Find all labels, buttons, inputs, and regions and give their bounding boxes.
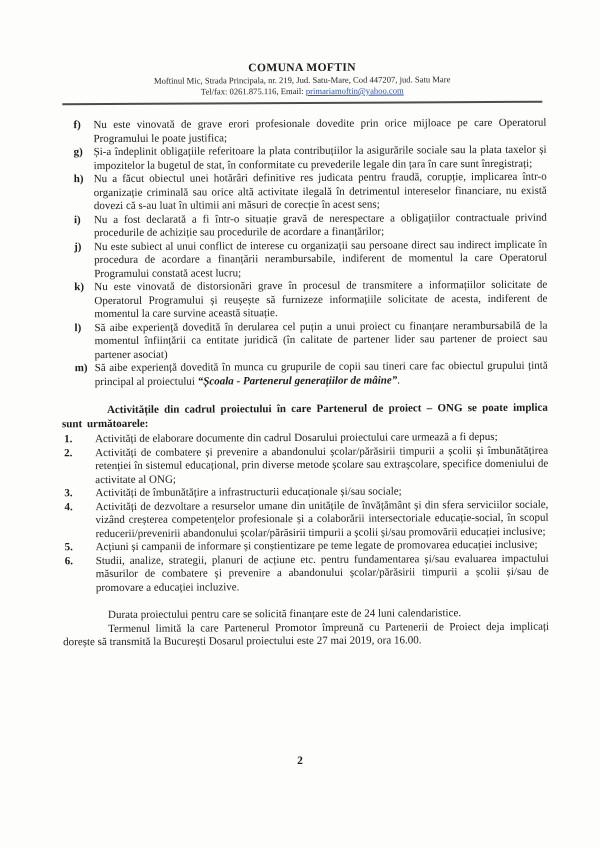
item-marker: 5. <box>64 541 73 554</box>
contact-prefix: Tel/fax: 0261.875.116, Email: <box>200 85 306 97</box>
item-text: Studii, analize, strategii, planuri de acțiune etc. pentru fundamentarea și/sau evaluarea impactului măsurilor de combatere și prevenire a abandonului școlar/părăsirii timpurii a școlii și/sau de promovare a educației incluzive. <box>95 552 549 594</box>
list-item-g <box>61 144 547 174</box>
item-marker: 3. <box>64 487 73 500</box>
item-text: Nu este subiect al unui conflict de interese cu organizații sau persoane direct sau indirect implicate în procedura de acordare a finanțării nerambursabile, indiferent de momentul la care Operatorul Programului constată acest lucru; <box>94 238 548 280</box>
item-text: Nu este vinovată de grave erori profesionale dovedite prin orice mijloace pe care Operatorul Programului le poate justifica; <box>93 116 547 145</box>
item-text <box>95 360 548 389</box>
email-link[interactable]: primariamoftin@yahoo.com <box>305 85 404 96</box>
list-item-m <box>62 360 548 390</box>
item-text: Activități de dezvoltare a resurselor umane din unitățile de învățământ și din sfera serviciilor sociale, vizând creșterea competențelor profesionale și a colaborării intersectoriale educație-social, în scopul reducerii/prevenirii abandonului școlar/părăsirii timpurii a școlii și/sau promovării educației inclusive; <box>95 498 549 540</box>
item-text: Activități de elaborare documente din cadrul Dosarului proiectului care urmează a fi depus; <box>95 430 498 446</box>
org-title: COMUNA MOFTIN <box>248 61 357 75</box>
list-item-f <box>60 117 546 147</box>
eligibility-list <box>60 117 547 390</box>
item-marker: 4. <box>64 500 73 513</box>
item-marker: 1. <box>64 433 73 446</box>
item-text-after: . <box>397 373 401 386</box>
activities-list <box>62 431 549 596</box>
item-marker: g) <box>73 146 83 159</box>
item-text: Nu a făcut obiectul unei hotărâri definitive res judicata pentru fraudă, corupție, implicarea într-o organizație criminală sau orice altă activitate ilegală în detrimentul intereselor financiare, nu există dovezi că s-au luat în ultimii ani măsuri de corecție în acest sens; <box>93 170 547 213</box>
page-number: 2 <box>297 754 303 767</box>
item-marker: i) <box>73 213 81 226</box>
closing-paragraph-duration: Durata proiectului pentru care se solicită finanțare este de 24 luni calendaristice. <box>107 607 462 622</box>
org-address: Moftinul Mic, Strada Principala, nr. 219, Jud. Satu-Mare, Cod 447207, jud. Satu Mare <box>153 74 451 86</box>
letterhead <box>62 61 542 106</box>
item-text: Activități de îmbunătățire a infrastructurii educaționale și/sau sociale; <box>95 485 402 500</box>
item-marker: j) <box>74 240 82 253</box>
item-marker: f) <box>73 119 81 132</box>
item-marker: l) <box>74 321 82 334</box>
activity-item-4 <box>62 498 548 541</box>
item-text: Nu este vinovată de distorsionări grave în procesul de transmitere a informațiilor solicitate de Operatorul Programului și reușește să furnizeze informațiile solicitate de acesta, indiferent de momentul la care survine această situație. <box>94 278 548 321</box>
list-item-k <box>61 279 547 322</box>
item-text: Nu a fost declarată a fi într-o situație gravă de nerespectare a obligațiilor contractuale privind procedurile de achiziție sau procedurile de acordare a finanțărilor; <box>93 211 547 240</box>
item-text: Și-a îndeplinit obligațiile referitoare la plata contribuțiilor la asigurările sociale sau la plata taxelor și impozitelor la bugetul de stat, în conformitate cu prevederile legale din țara în care sunt înregistrați; <box>93 143 547 172</box>
item-text-before: Să aibe experiență dovedită în munca cu grupurile de copii sau tineri care fac obiectul grupului țintă principal al proiectului <box>94 359 548 388</box>
section-heading: Activitățile din cadrul proiectului în care Partenerul de proiect – ONG se poate implica sunt următoarele: <box>61 401 548 430</box>
org-contact <box>62 85 542 99</box>
item-text: Să aibe experiență dovedită în derularea cel puțin a unui proiect cu finanțare nerambursabilă de la momentul înființării ca entitate juridică (în calitate de partener lider sau partener de proiect sau partener asociat) <box>94 319 548 361</box>
list-item-h <box>61 171 547 214</box>
list-item-l <box>61 319 547 362</box>
list-item-i <box>61 211 547 241</box>
project-title: “Școala - Partenerul generațiilor de mâine” <box>197 373 398 388</box>
item-text: Activități de combatere și prevenire a abandonului școlar/părăsirii timpurii a școlii și îmbunătățirea retenției în sistemul educațional, prin diverse metode școlare sau extrașcolare, specifice domeniului de activitate al ONG; <box>95 444 549 486</box>
item-marker: 2. <box>64 446 73 459</box>
item-text: Acțiuni și campanii de informare și conștientizare pe teme legate de promovarea educației inclusive; <box>95 538 538 554</box>
item-marker: 6. <box>64 554 73 567</box>
closing-section <box>63 607 549 650</box>
item-marker: k) <box>74 281 85 294</box>
activity-item-6 <box>63 552 549 595</box>
activity-item-2 <box>62 444 548 487</box>
item-marker: m) <box>74 362 88 375</box>
item-marker: h) <box>73 173 84 186</box>
list-item-j <box>61 238 547 281</box>
closing-paragraph-deadline: Termenul limită la care Partenerul Promotor împreună cu Partenerii de Proiect deja implicați dorește să transmită la București Dosarul proiectului este 27 mai 2019, ora 16.00. <box>63 620 550 649</box>
